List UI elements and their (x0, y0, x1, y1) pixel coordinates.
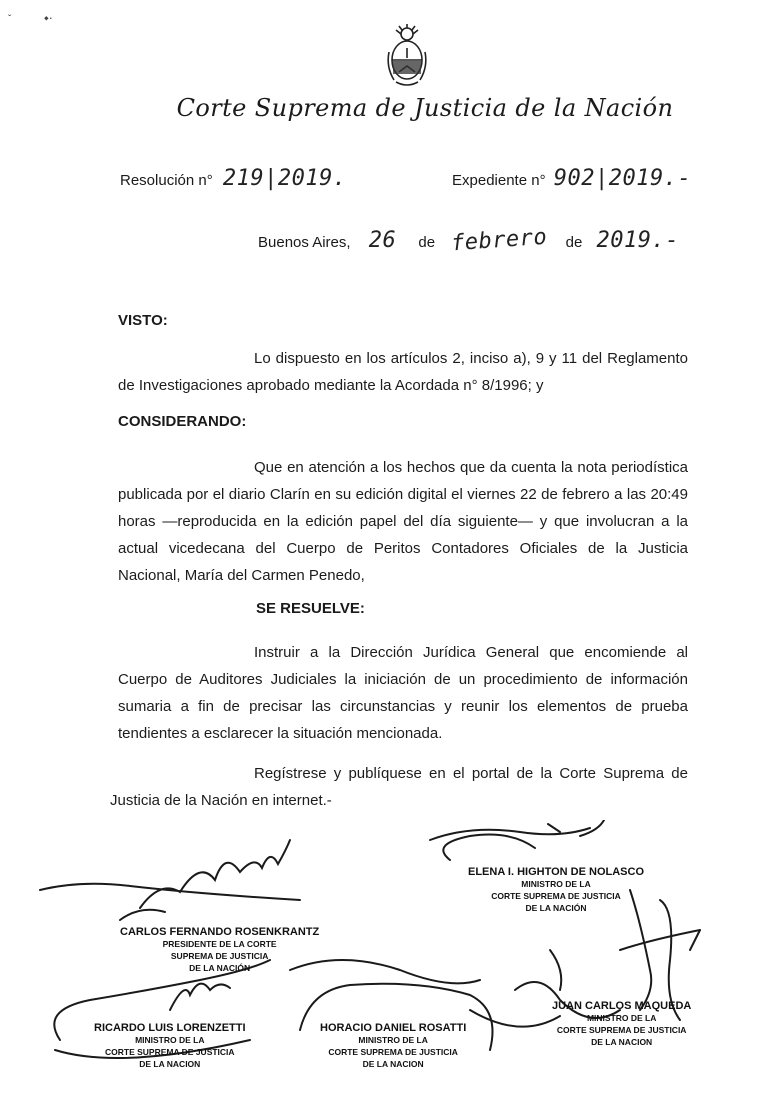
signature-block-maqueda: JUAN CARLOS MAQUEDA MINISTRO DE LA CORTE SUPREMA DE JUSTICIA DE LA NACION (552, 1000, 692, 1047)
date-day: 26 (368, 228, 397, 253)
resolution-label: Resolución n° (120, 172, 213, 189)
considerando-paragraph: Que en atención a los hechos que da cuenta la nota periodística publicada por el diario Clarín en su edición digital el viernes 22 de febrero a las 20:49 horas —reproducida en la edición papel del día siguiente— y que involucran a la actual vicedecana del Cuerpo de Peritos Contadores Oficiales de la Justicia Nacional, María del Carmen Penedo, (118, 459, 688, 584)
coat-of-arms-icon (384, 22, 430, 88)
signature-block-rosatti: HORACIO DANIEL ROSATTI MINISTRO DE LA CORTE SUPREMA DE JUSTICIA DE LA NACION (320, 1022, 467, 1069)
closing-paragraph: Regístrese y publíquese en el portal de la Corte Suprema de Justicia de la Nación en internet.- (110, 765, 688, 809)
resuelve-heading: SE RESUELVE: (256, 600, 365, 617)
signature-block-lorenzetti: RICARDO LUIS LORENZETTI MINISTRO DE LA CORTE SUPREMA DE JUSTICIA DE LA NACION (94, 1022, 246, 1069)
date-year: 2019.- (596, 228, 679, 253)
date-de-1: de (418, 234, 436, 251)
resolution-line (120, 166, 347, 191)
file-number: 902|2019.- (553, 166, 692, 191)
scan-speck: ⬩· (44, 10, 54, 25)
visto-heading: VISTO: (118, 312, 168, 329)
scan-speck: ˇ (8, 14, 12, 25)
city-label: Buenos Aires, (258, 234, 351, 251)
date-line (258, 224, 679, 257)
considerando-heading: CONSIDERANDO: (118, 413, 247, 430)
date-de-2: de (565, 234, 583, 251)
resuelve-paragraph: Instruir a la Dirección Jurídica General que encomiende al Cuerpo de Auditores Judiciales la iniciación de un procedimiento de información sumaria a fin de precisar las circunstancias y reunir los elementos de prueba tendientes a esclarecer la situación mencionada. (118, 644, 688, 742)
file-label: Expediente n° (452, 172, 546, 189)
signature-block-rosenkrantz: CARLOS FERNANDO ROSENKRANTZ PRESIDENTE DE LA CORTE SUPREMA DE JUSTICIA DE LA NACIÓN (120, 926, 320, 973)
court-name-heading: Corte Suprema de Justicia de la Nación (176, 94, 674, 122)
date-month: febrero (450, 224, 549, 257)
visto-paragraph: Lo dispuesto en los artículos 2, inciso a), 9 y 11 del Reglamento de Investigaciones aprobado mediante la Acordada n° 8/1996; y (118, 350, 688, 394)
file-line (452, 166, 691, 191)
signature-block-highton: ELENA I. HIGHTON DE NOLASCO MINISTRO DE LA CORTE SUPREMA DE JUSTICIA DE LA NACIÓN (468, 866, 645, 913)
resolution-number: 219|2019. (222, 166, 347, 191)
